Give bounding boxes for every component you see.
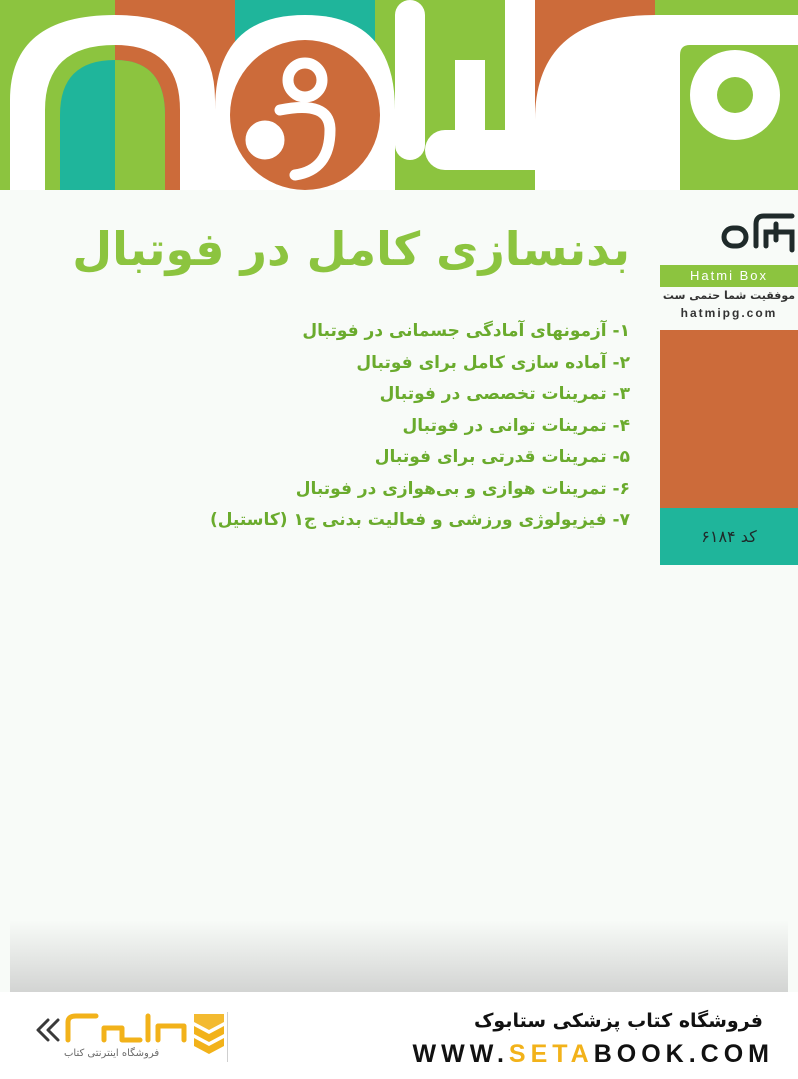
footer-divider [227, 1012, 228, 1062]
setabook-logo-icon [34, 1008, 224, 1072]
setabook-logo-subtitle: فروشگاه اینترنتی کتاب [64, 1048, 160, 1059]
header-pattern [0, 0, 798, 190]
store-footer [0, 992, 798, 1079]
contents-item: ۶- تمرینات هوازی و بی‌هوازی در فوتبال [295, 478, 630, 499]
decorative-header-icon [0, 0, 798, 190]
orange-side-block [660, 330, 798, 508]
contents-item: ۳- تمرینات تخصصی در فوتبال [379, 384, 630, 404]
contents-item: ۴- تمرینات توانی در فوتبال [402, 415, 630, 436]
contents-item: ۲- آماده سازی کامل برای فوتبال [356, 352, 630, 373]
store-url-prefix: WWW. [412, 1040, 509, 1068]
store-url-link[interactable] [413, 1040, 774, 1069]
brand-name-bar: Hatmi Box [660, 265, 798, 287]
brand-slogan: موفقیت شما حتمی ست [662, 289, 796, 302]
store-url-highlight: SETA [508, 1040, 594, 1068]
store-url-suffix: BOOK.COM [593, 1040, 774, 1068]
contents-item: ۷- فیزیولوژی ورزشی و فعالیت بدنی ج۱ (کاستیل) [209, 510, 630, 530]
book-code: کد ۶۱۸۴ [701, 527, 757, 546]
page-shadow [10, 920, 788, 992]
contents-item: ۵- تمرینات قدرتی برای فوتبال [374, 447, 630, 467]
hatmi-box-logo-icon [718, 210, 798, 264]
brand-url: hatmipg.com [680, 306, 778, 320]
book-title: بدنسازی کامل در فوتبال [72, 222, 630, 276]
store-name: فروشگاه کتاب پزشکی ستابوک [473, 1010, 763, 1032]
contents-list [140, 316, 630, 537]
contents-item: ۱- آزمونهای آمادگی جسمانی در فوتبال [302, 321, 630, 341]
book-code-block [660, 508, 798, 565]
